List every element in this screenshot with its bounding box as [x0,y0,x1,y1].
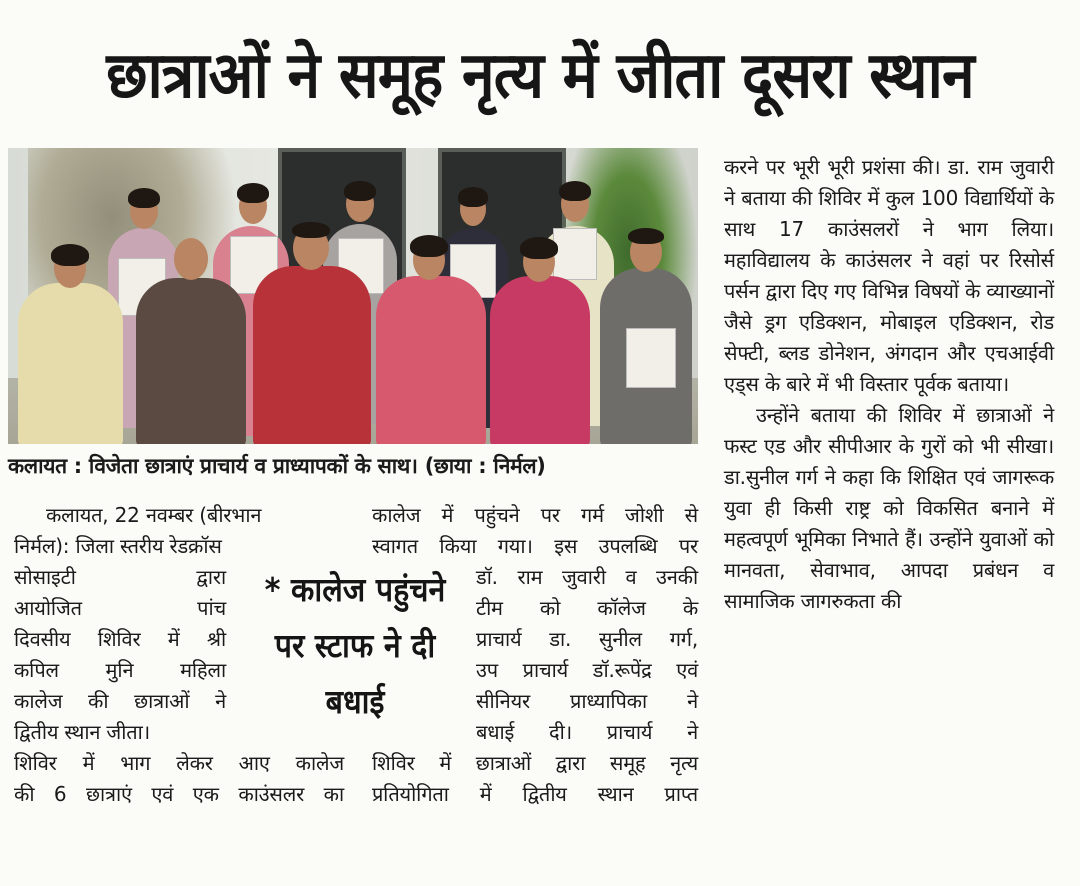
col3-paragraph-1: करने पर भूरी भूरी प्रशंसा की। डा. राम जुवारी ने बताया की शिविर में कुल 100 विद्यार्थियों के साथ 17 काउंसलरों ने भाग लिया। महाविद्यालय के काउंसलर ने वहां पर रिसोर्स पर्सन द्वारा दिए गए विभिन्न विषयों के व्याख्यानों जैसे ड्रग एडिक्शन, मोबाइल एडिक्शन, रोड सेफ्टी, ब्लड डोनेशन, अंगदान और एचआईवी एड्स के बारे में भी विस्तार पूर्वक बताया। [724,155,1054,396]
col2-line: सीनियर प्राध्यापिका ने [476,689,698,713]
group-photo [8,148,698,444]
headline: छात्राओं ने समूह नृत्य में जीता दूसरा स्थान [106,39,974,113]
col2-line: बधाई दी। प्राचार्य ने [476,720,698,744]
col1-line: द्वितीय स्थान जीता। [14,720,150,744]
col2-line: प्राचार्य डा. सुनील गर्ग, [476,627,698,651]
photo-caption: कलायत : विजेता छात्राएं प्राचार्य व प्राध्यापकों के साथ। (छाया : निर्मल) [8,454,546,478]
col1-line: कलायत, 22 नवम्बर (बीरभान [46,503,262,527]
col1-line: दिवसीय शिविर में श्री [14,627,226,651]
col2-line: उप प्राचार्य डॉ.रूपेंद्र एवं [476,658,698,682]
col2-line: टीम को कॉलेज के [476,596,698,620]
col1-line: कालेज की छात्राओं ने [14,689,226,713]
article-column-3 [724,152,1054,617]
col2-line: डॉ. राम जुवारी व उनकी [476,565,698,589]
col2-line: प्रतियोगिता में द्वितीय स्थान प्राप्त [372,782,698,806]
col2-line: कालेज में पहुंचने पर गर्म जोशी से [372,503,698,527]
col1-line: सोसाइटी द्वारा [14,565,226,589]
col1-line: निर्मल): जिला स्तरीय रेडक्रॉस [14,534,222,558]
col1-narrow-block [14,562,226,748]
col3-paragraph-2: उन्होंने बताया की शिविर में छात्राओं ने फस्ट एड और सीपीआर के गुरों को भी सीखा। डा.सुनील गर्ग ने कहा कि शिक्षित एवं जागरूक युवा ही किसी राष्ट्र को विकसित बनाने में महत्वपूर्ण भूमिका निभाते हैं। उन्होंने युवाओं को मानवता, सेवाभाव, आपदा प्रबंधन व सामाजिक जागरुकता की [724,403,1054,613]
col1-line: आयोजित पांच [14,596,226,620]
col2-line: शिविर में छात्राओं द्वारा समूह नृत्य [372,751,698,775]
col2-line: स्वागत किया गया। इस उपलब्धि पर [372,534,698,558]
col1-line: की 6 छात्राएं एवं एक काउंसलर का [14,782,344,806]
col1-line: कपिल मुनि महिला [14,658,226,682]
pull-quote-subhead: * कालेज पहुंचने पर स्टाफ ने दी बधाई [251,562,459,730]
col1-line: शिविर में भाग लेकर आए कालेज [14,751,344,775]
col2-narrow-block [476,562,698,748]
